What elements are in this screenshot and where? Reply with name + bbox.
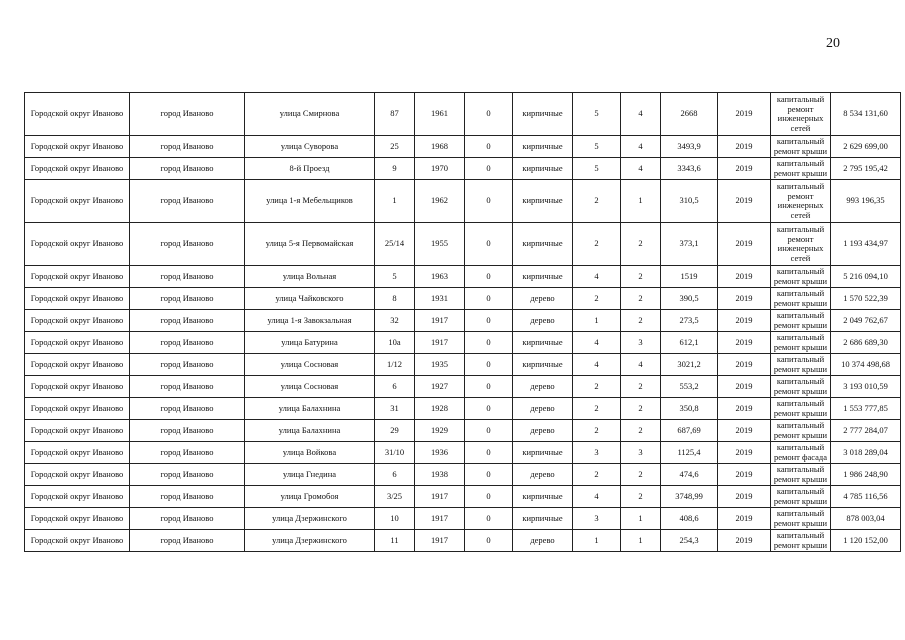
entrances-cell: 4 xyxy=(621,93,661,136)
build-year-cell: 1927 xyxy=(415,376,465,398)
entrances-cell: 2 xyxy=(621,310,661,332)
floors-cell: 5 xyxy=(573,158,621,180)
work-type-cell: капитальный ремонт крыши xyxy=(771,136,831,158)
material-cell: кирпичные xyxy=(513,508,573,530)
material-cell: дерево xyxy=(513,464,573,486)
zero-cell: 0 xyxy=(465,354,513,376)
area-cell: 254,3 xyxy=(661,530,718,552)
district-cell: Городской округ Иваново xyxy=(25,223,130,266)
cost-cell: 3 018 289,04 xyxy=(831,442,901,464)
material-cell: кирпичные xyxy=(513,332,573,354)
cost-cell: 3 193 010,59 xyxy=(831,376,901,398)
area-cell: 1519 xyxy=(661,266,718,288)
area-cell: 2668 xyxy=(661,93,718,136)
cost-cell: 878 003,04 xyxy=(831,508,901,530)
cost-cell: 1 120 152,00 xyxy=(831,530,901,552)
plan-year-cell: 2019 xyxy=(718,223,771,266)
area-cell: 373,1 xyxy=(661,223,718,266)
entrances-cell: 2 xyxy=(621,288,661,310)
material-cell: кирпичные xyxy=(513,158,573,180)
work-type-cell: капитальный ремонт крыши xyxy=(771,266,831,288)
city-cell: город Иваново xyxy=(130,530,245,552)
city-cell: город Иваново xyxy=(130,180,245,223)
cost-cell: 4 785 116,56 xyxy=(831,486,901,508)
area-cell: 612,1 xyxy=(661,332,718,354)
city-cell: город Иваново xyxy=(130,354,245,376)
plan-year-cell: 2019 xyxy=(718,398,771,420)
build-year-cell: 1931 xyxy=(415,288,465,310)
cost-cell: 10 374 498,68 xyxy=(831,354,901,376)
plan-year-cell: 2019 xyxy=(718,354,771,376)
material-cell: кирпичные xyxy=(513,180,573,223)
district-cell: Городской округ Иваново xyxy=(25,464,130,486)
plan-year-cell: 2019 xyxy=(718,530,771,552)
cost-cell: 993 196,35 xyxy=(831,180,901,223)
housing-repair-table xyxy=(24,92,901,552)
zero-cell: 0 xyxy=(465,223,513,266)
area-cell: 3493,9 xyxy=(661,136,718,158)
floors-cell: 3 xyxy=(573,508,621,530)
house-number-cell: 87 xyxy=(375,93,415,136)
work-type-cell: капитальный ремонт крыши xyxy=(771,398,831,420)
city-cell: город Иваново xyxy=(130,310,245,332)
build-year-cell: 1917 xyxy=(415,332,465,354)
build-year-cell: 1938 xyxy=(415,464,465,486)
cost-cell: 2 049 762,67 xyxy=(831,310,901,332)
page-number: 20 xyxy=(826,36,840,51)
table-row xyxy=(25,310,901,332)
street-cell: улица Гнедина xyxy=(245,464,375,486)
floors-cell: 2 xyxy=(573,223,621,266)
table-row xyxy=(25,530,901,552)
house-number-cell: 5 xyxy=(375,266,415,288)
house-number-cell: 3/25 xyxy=(375,486,415,508)
street-cell: улица Батурина xyxy=(245,332,375,354)
table-row xyxy=(25,93,901,136)
build-year-cell: 1917 xyxy=(415,486,465,508)
district-cell: Городской округ Иваново xyxy=(25,486,130,508)
entrances-cell: 2 xyxy=(621,486,661,508)
build-year-cell: 1928 xyxy=(415,398,465,420)
cost-cell: 1 193 434,97 xyxy=(831,223,901,266)
area-cell: 3343,6 xyxy=(661,158,718,180)
plan-year-cell: 2019 xyxy=(718,266,771,288)
district-cell: Городской округ Иваново xyxy=(25,420,130,442)
work-type-cell: капитальный ремонт инженерных сетей xyxy=(771,93,831,136)
cost-cell: 2 686 689,30 xyxy=(831,332,901,354)
city-cell: город Иваново xyxy=(130,93,245,136)
house-number-cell: 9 xyxy=(375,158,415,180)
build-year-cell: 1963 xyxy=(415,266,465,288)
floors-cell: 3 xyxy=(573,442,621,464)
zero-cell: 0 xyxy=(465,464,513,486)
table-row xyxy=(25,464,901,486)
city-cell: город Иваново xyxy=(130,288,245,310)
zero-cell: 0 xyxy=(465,180,513,223)
zero-cell: 0 xyxy=(465,442,513,464)
house-number-cell: 31 xyxy=(375,398,415,420)
entrances-cell: 1 xyxy=(621,530,661,552)
build-year-cell: 1968 xyxy=(415,136,465,158)
district-cell: Городской округ Иваново xyxy=(25,266,130,288)
work-type-cell: капитальный ремонт крыши xyxy=(771,310,831,332)
district-cell: Городской округ Иваново xyxy=(25,376,130,398)
cost-cell: 5 216 094,10 xyxy=(831,266,901,288)
floors-cell: 2 xyxy=(573,288,621,310)
street-cell: улица Громобоя xyxy=(245,486,375,508)
work-type-cell: капитальный ремонт крыши xyxy=(771,530,831,552)
plan-year-cell: 2019 xyxy=(718,93,771,136)
build-year-cell: 1955 xyxy=(415,223,465,266)
table-row xyxy=(25,420,901,442)
city-cell: город Иваново xyxy=(130,464,245,486)
floors-cell: 5 xyxy=(573,136,621,158)
district-cell: Городской округ Иваново xyxy=(25,508,130,530)
house-number-cell: 11 xyxy=(375,530,415,552)
plan-year-cell: 2019 xyxy=(718,464,771,486)
area-cell: 3748,99 xyxy=(661,486,718,508)
plan-year-cell: 2019 xyxy=(718,136,771,158)
street-cell: улица Дзержинского xyxy=(245,508,375,530)
street-cell: улица 5-я Первомайская xyxy=(245,223,375,266)
street-cell: улица Войкова xyxy=(245,442,375,464)
zero-cell: 0 xyxy=(465,486,513,508)
material-cell: кирпичные xyxy=(513,442,573,464)
work-type-cell: капитальный ремонт крыши xyxy=(771,376,831,398)
build-year-cell: 1970 xyxy=(415,158,465,180)
district-cell: Городской округ Иваново xyxy=(25,530,130,552)
zero-cell: 0 xyxy=(465,136,513,158)
street-cell: улица 1-я Завокзальная xyxy=(245,310,375,332)
plan-year-cell: 2019 xyxy=(718,508,771,530)
house-number-cell: 6 xyxy=(375,376,415,398)
area-cell: 1125,4 xyxy=(661,442,718,464)
material-cell: дерево xyxy=(513,398,573,420)
zero-cell: 0 xyxy=(465,288,513,310)
zero-cell: 0 xyxy=(465,420,513,442)
street-cell: улица 1-я Мебельщиков xyxy=(245,180,375,223)
cost-cell: 8 534 131,60 xyxy=(831,93,901,136)
material-cell: кирпичные xyxy=(513,354,573,376)
city-cell: город Иваново xyxy=(130,223,245,266)
district-cell: Городской округ Иваново xyxy=(25,288,130,310)
city-cell: город Иваново xyxy=(130,158,245,180)
street-cell: улица Вольная xyxy=(245,266,375,288)
area-cell: 553,2 xyxy=(661,376,718,398)
entrances-cell: 3 xyxy=(621,332,661,354)
house-number-cell: 31/10 xyxy=(375,442,415,464)
entrances-cell: 1 xyxy=(621,180,661,223)
table-row xyxy=(25,180,901,223)
plan-year-cell: 2019 xyxy=(718,420,771,442)
city-cell: город Иваново xyxy=(130,136,245,158)
floors-cell: 2 xyxy=(573,420,621,442)
city-cell: город Иваново xyxy=(130,266,245,288)
district-cell: Городской округ Иваново xyxy=(25,93,130,136)
plan-year-cell: 2019 xyxy=(718,486,771,508)
table-row xyxy=(25,508,901,530)
district-cell: Городской округ Иваново xyxy=(25,398,130,420)
work-type-cell: капитальный ремонт крыши xyxy=(771,508,831,530)
table-row xyxy=(25,354,901,376)
house-number-cell: 1/12 xyxy=(375,354,415,376)
material-cell: дерево xyxy=(513,310,573,332)
floors-cell: 2 xyxy=(573,398,621,420)
zero-cell: 0 xyxy=(465,266,513,288)
table-row xyxy=(25,158,901,180)
floors-cell: 5 xyxy=(573,93,621,136)
zero-cell: 0 xyxy=(465,310,513,332)
district-cell: Городской округ Иваново xyxy=(25,180,130,223)
zero-cell: 0 xyxy=(465,530,513,552)
entrances-cell: 4 xyxy=(621,354,661,376)
house-number-cell: 6 xyxy=(375,464,415,486)
zero-cell: 0 xyxy=(465,158,513,180)
table-row xyxy=(25,288,901,310)
street-cell: улица Дзержинского xyxy=(245,530,375,552)
zero-cell: 0 xyxy=(465,332,513,354)
floors-cell: 1 xyxy=(573,310,621,332)
plan-year-cell: 2019 xyxy=(718,310,771,332)
cost-cell: 1 553 777,85 xyxy=(831,398,901,420)
house-number-cell: 32 xyxy=(375,310,415,332)
build-year-cell: 1917 xyxy=(415,310,465,332)
city-cell: город Иваново xyxy=(130,420,245,442)
entrances-cell: 2 xyxy=(621,376,661,398)
street-cell: улица Балахнина xyxy=(245,420,375,442)
build-year-cell: 1935 xyxy=(415,354,465,376)
entrances-cell: 1 xyxy=(621,508,661,530)
area-cell: 474,6 xyxy=(661,464,718,486)
entrances-cell: 4 xyxy=(621,158,661,180)
city-cell: город Иваново xyxy=(130,442,245,464)
area-cell: 310,5 xyxy=(661,180,718,223)
cost-cell: 1 570 522,39 xyxy=(831,288,901,310)
entrances-cell: 2 xyxy=(621,266,661,288)
area-cell: 273,5 xyxy=(661,310,718,332)
work-type-cell: капитальный ремонт фасада xyxy=(771,442,831,464)
plan-year-cell: 2019 xyxy=(718,442,771,464)
cost-cell: 1 986 248,90 xyxy=(831,464,901,486)
house-number-cell: 8 xyxy=(375,288,415,310)
house-number-cell: 25/14 xyxy=(375,223,415,266)
area-cell: 408,6 xyxy=(661,508,718,530)
material-cell: дерево xyxy=(513,288,573,310)
entrances-cell: 3 xyxy=(621,442,661,464)
house-number-cell: 10 xyxy=(375,508,415,530)
district-cell: Городской округ Иваново xyxy=(25,310,130,332)
plan-year-cell: 2019 xyxy=(718,376,771,398)
street-cell: улица Балахнина xyxy=(245,398,375,420)
floors-cell: 4 xyxy=(573,486,621,508)
plan-year-cell: 2019 xyxy=(718,180,771,223)
plan-year-cell: 2019 xyxy=(718,158,771,180)
table-row xyxy=(25,376,901,398)
house-number-cell: 10а xyxy=(375,332,415,354)
material-cell: кирпичные xyxy=(513,486,573,508)
entrances-cell: 2 xyxy=(621,223,661,266)
entrances-cell: 2 xyxy=(621,398,661,420)
material-cell: кирпичные xyxy=(513,266,573,288)
build-year-cell: 1917 xyxy=(415,530,465,552)
build-year-cell: 1917 xyxy=(415,508,465,530)
house-number-cell: 29 xyxy=(375,420,415,442)
material-cell: кирпичные xyxy=(513,223,573,266)
street-cell: улица Суворова xyxy=(245,136,375,158)
street-cell: улица Смирнова xyxy=(245,93,375,136)
table-row xyxy=(25,486,901,508)
floors-cell: 4 xyxy=(573,266,621,288)
build-year-cell: 1961 xyxy=(415,93,465,136)
house-number-cell: 25 xyxy=(375,136,415,158)
material-cell: дерево xyxy=(513,530,573,552)
table-row xyxy=(25,332,901,354)
cost-cell: 2 777 284,07 xyxy=(831,420,901,442)
street-cell: улица Сосновая xyxy=(245,354,375,376)
work-type-cell: капитальный ремонт крыши xyxy=(771,158,831,180)
house-number-cell: 1 xyxy=(375,180,415,223)
work-type-cell: капитальный ремонт крыши xyxy=(771,354,831,376)
work-type-cell: капитальный ремонт крыши xyxy=(771,486,831,508)
zero-cell: 0 xyxy=(465,398,513,420)
plan-year-cell: 2019 xyxy=(718,288,771,310)
district-cell: Городской округ Иваново xyxy=(25,332,130,354)
entrances-cell: 2 xyxy=(621,420,661,442)
table-row xyxy=(25,136,901,158)
city-cell: город Иваново xyxy=(130,398,245,420)
city-cell: город Иваново xyxy=(130,332,245,354)
material-cell: дерево xyxy=(513,376,573,398)
work-type-cell: капитальный ремонт инженерных сетей xyxy=(771,223,831,266)
entrances-cell: 2 xyxy=(621,464,661,486)
work-type-cell: капитальный ремонт крыши xyxy=(771,464,831,486)
floors-cell: 4 xyxy=(573,354,621,376)
table-row xyxy=(25,223,901,266)
street-cell: улица Сосновая xyxy=(245,376,375,398)
work-type-cell: капитальный ремонт крыши xyxy=(771,332,831,354)
zero-cell: 0 xyxy=(465,376,513,398)
build-year-cell: 1936 xyxy=(415,442,465,464)
area-cell: 3021,2 xyxy=(661,354,718,376)
floors-cell: 2 xyxy=(573,376,621,398)
table-row xyxy=(25,442,901,464)
cost-cell: 2 629 699,00 xyxy=(831,136,901,158)
district-cell: Городской округ Иваново xyxy=(25,442,130,464)
area-cell: 390,5 xyxy=(661,288,718,310)
work-type-cell: капитальный ремонт крыши xyxy=(771,288,831,310)
city-cell: город Иваново xyxy=(130,376,245,398)
district-cell: Городской округ Иваново xyxy=(25,158,130,180)
plan-year-cell: 2019 xyxy=(718,332,771,354)
city-cell: город Иваново xyxy=(130,486,245,508)
district-cell: Городской округ Иваново xyxy=(25,354,130,376)
table-row xyxy=(25,398,901,420)
floors-cell: 4 xyxy=(573,332,621,354)
build-year-cell: 1962 xyxy=(415,180,465,223)
zero-cell: 0 xyxy=(465,508,513,530)
cost-cell: 2 795 195,42 xyxy=(831,158,901,180)
area-cell: 350,8 xyxy=(661,398,718,420)
zero-cell: 0 xyxy=(465,93,513,136)
table-row xyxy=(25,266,901,288)
district-cell: Городской округ Иваново xyxy=(25,136,130,158)
work-type-cell: капитальный ремонт инженерных сетей xyxy=(771,180,831,223)
floors-cell: 2 xyxy=(573,180,621,223)
material-cell: дерево xyxy=(513,420,573,442)
area-cell: 687,69 xyxy=(661,420,718,442)
city-cell: город Иваново xyxy=(130,508,245,530)
floors-cell: 2 xyxy=(573,464,621,486)
work-type-cell: капитальный ремонт крыши xyxy=(771,420,831,442)
entrances-cell: 4 xyxy=(621,136,661,158)
floors-cell: 1 xyxy=(573,530,621,552)
material-cell: кирпичные xyxy=(513,136,573,158)
street-cell: 8-й Проезд xyxy=(245,158,375,180)
build-year-cell: 1929 xyxy=(415,420,465,442)
material-cell: кирпичные xyxy=(513,93,573,136)
street-cell: улица Чайковского xyxy=(245,288,375,310)
